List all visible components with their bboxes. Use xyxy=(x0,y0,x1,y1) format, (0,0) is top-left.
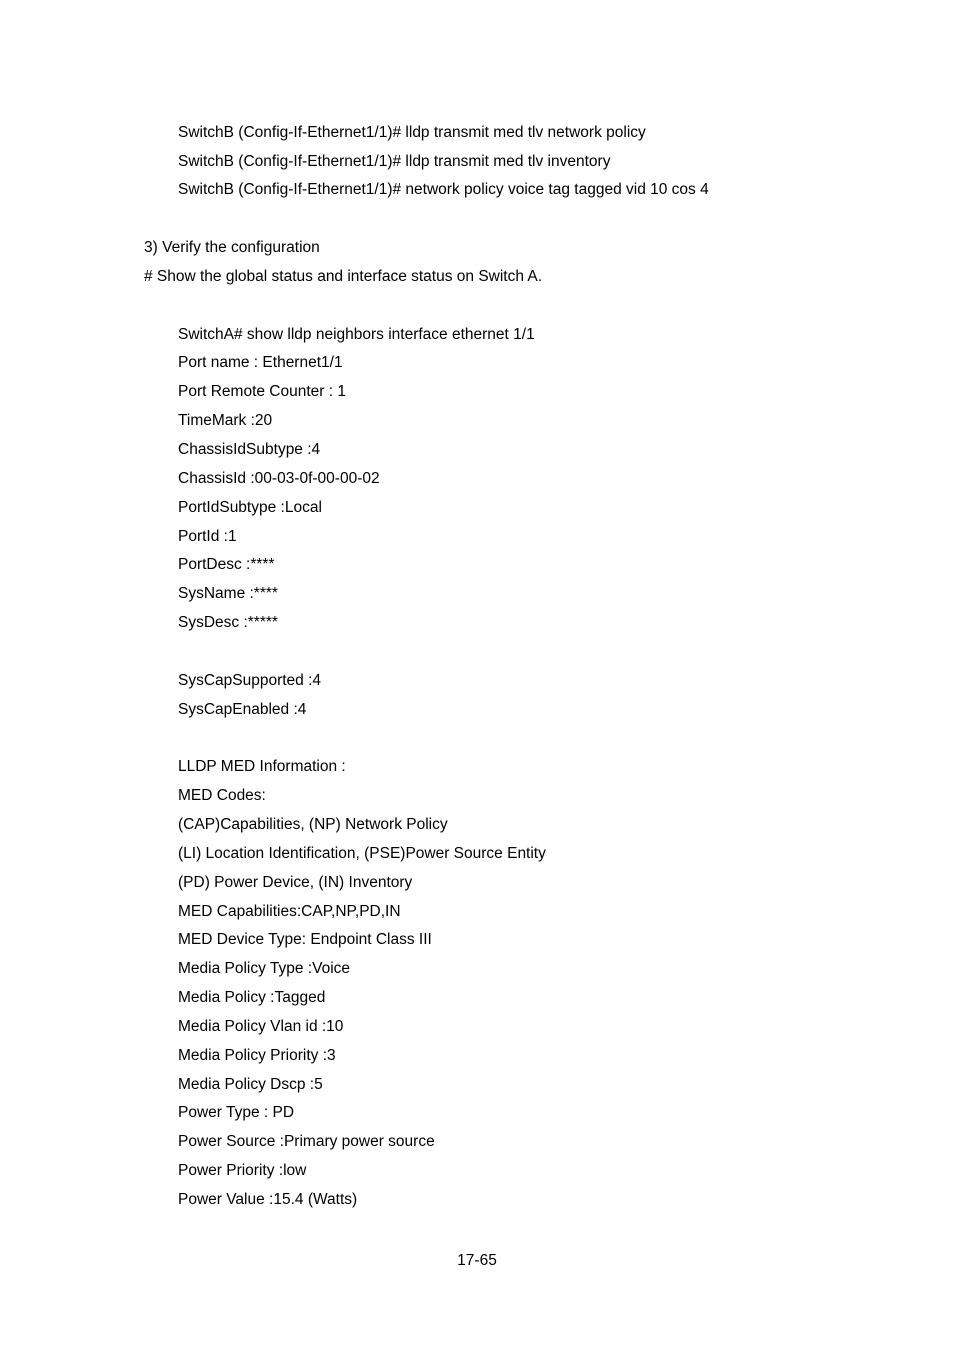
config-line: SwitchB (Config-If-Ethernet1/1)# lldp transmit med tlv network policy xyxy=(178,124,646,141)
output-line: (CAP)Capabilities, (NP) Network Policy xyxy=(178,816,448,833)
output-line: Media Policy Priority :3 xyxy=(178,1047,336,1064)
output-line: SysCapEnabled :4 xyxy=(178,701,307,718)
output-line: TimeMark :20 xyxy=(178,412,273,429)
output-line: Power Source :Primary power source xyxy=(178,1133,435,1150)
output-line: MED Device Type: Endpoint Class III xyxy=(178,931,432,948)
output-line: SwitchA# show lldp neighbors interface ethernet 1/1 xyxy=(178,326,535,343)
config-line: SwitchB (Config-If-Ethernet1/1)# network policy voice tag tagged vid 10 cos 4 xyxy=(178,181,709,198)
output-line: Media Policy :Tagged xyxy=(178,989,326,1006)
config-line: SwitchB (Config-If-Ethernet1/1)# lldp transmit med tlv inventory xyxy=(178,153,611,170)
output-line: PortId :1 xyxy=(178,528,237,545)
output-line: Power Value :15.4 (Watts) xyxy=(178,1191,358,1208)
output-line: LLDP MED Information : xyxy=(178,758,346,775)
output-line: MED Capabilities:CAP,NP,PD,IN xyxy=(178,903,401,920)
output-line: MED Codes: xyxy=(178,787,266,804)
output-line: Media Policy Vlan id :10 xyxy=(178,1018,344,1035)
output-line: Media Policy Type :Voice xyxy=(178,960,351,977)
output-line: Power Type : PD xyxy=(178,1104,295,1121)
section-comment: # Show the global status and interface status on Switch A. xyxy=(144,268,543,285)
output-line: ChassisId :00-03-0f-00-00-02 xyxy=(178,470,380,487)
output-line: (LI) Location Identification, (PSE)Power Source Entity xyxy=(178,845,546,862)
output-line: PortIdSubtype :Local xyxy=(178,499,322,516)
output-line: SysCapSupported :4 xyxy=(178,672,322,689)
output-line: Media Policy Dscp :5 xyxy=(178,1076,323,1093)
output-line: Port Remote Counter : 1 xyxy=(178,383,346,400)
output-line: ChassisIdSubtype :4 xyxy=(178,441,321,458)
output-line: Power Priority :low xyxy=(178,1162,307,1179)
section-heading: 3) Verify the configuration xyxy=(144,239,320,256)
output-line: SysDesc :***** xyxy=(178,614,278,631)
output-line: (PD) Power Device, (IN) Inventory xyxy=(178,874,413,891)
output-line: Port name : Ethernet1/1 xyxy=(178,354,343,371)
page-number: 17-65 xyxy=(457,1252,497,1269)
output-line: PortDesc :**** xyxy=(178,556,275,573)
output-line: SysName :**** xyxy=(178,585,278,602)
